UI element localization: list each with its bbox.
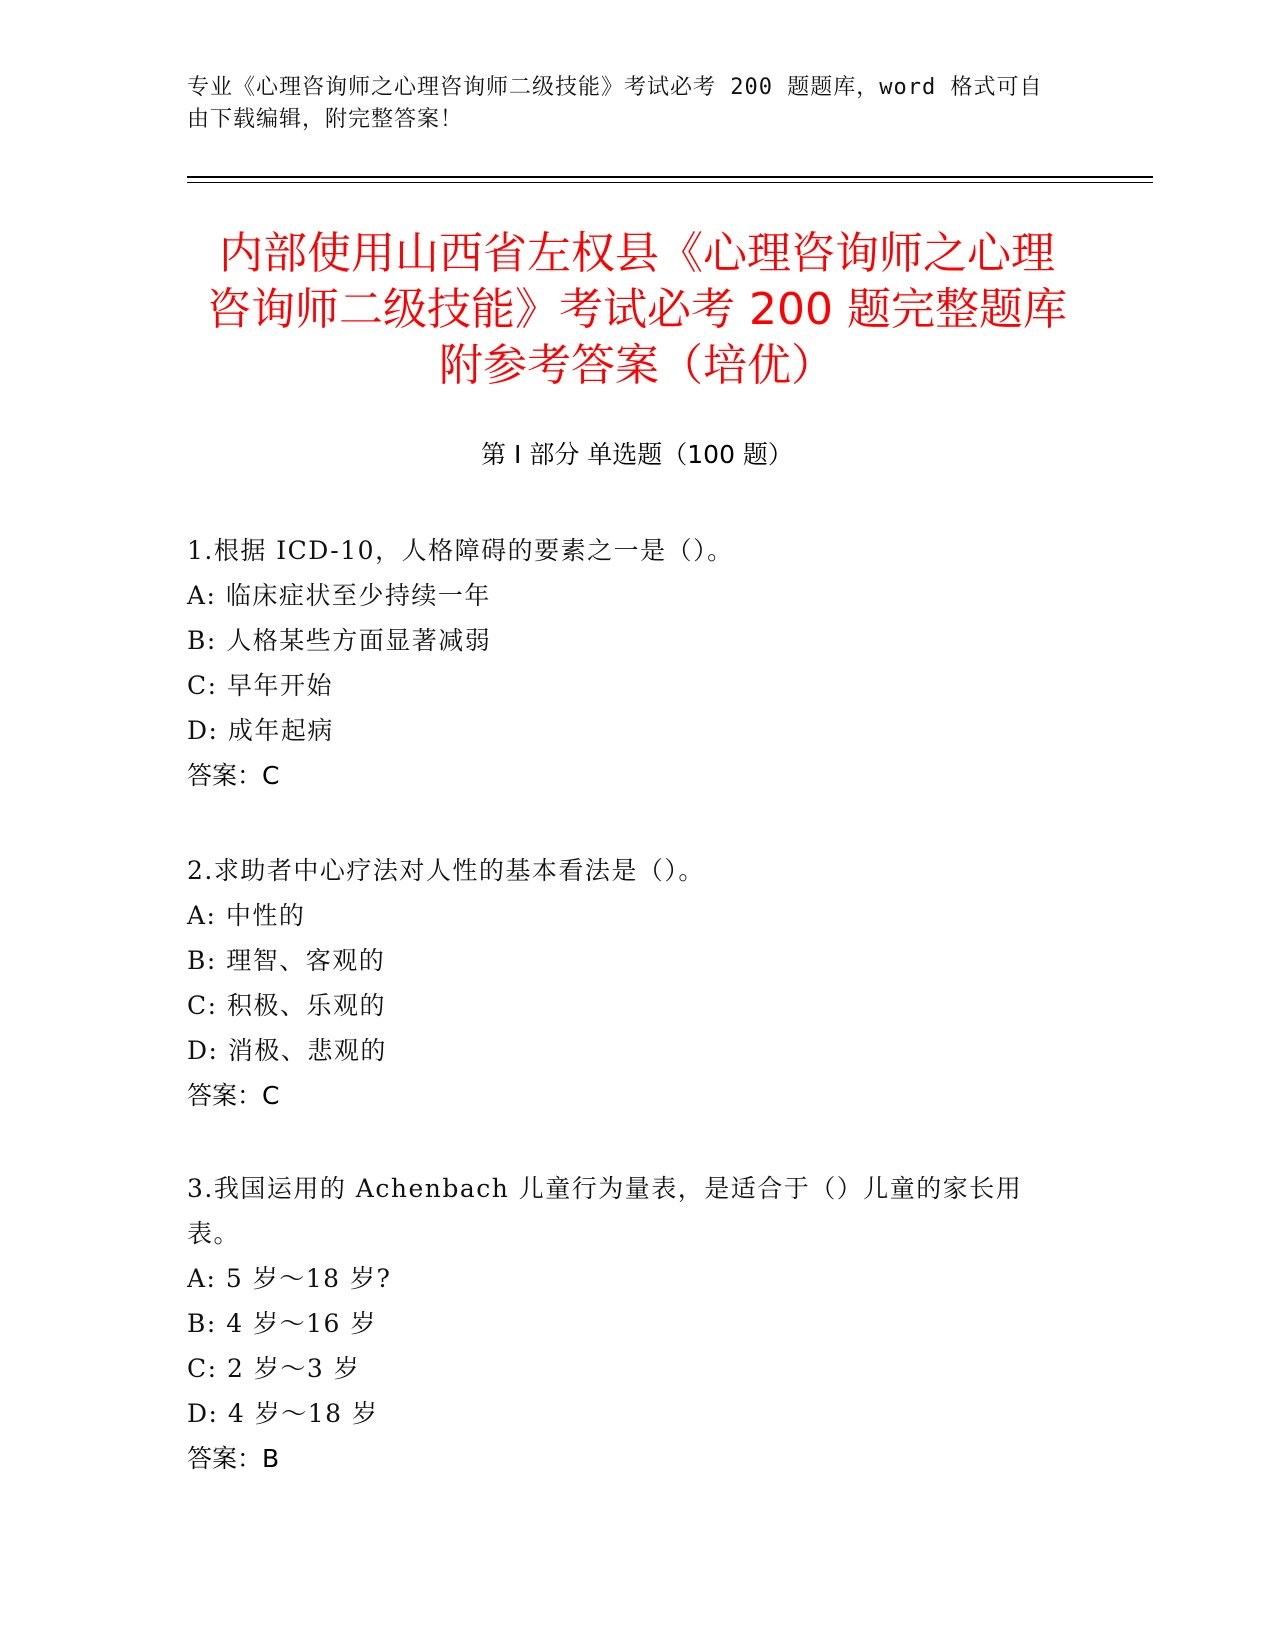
question-3-option-a: A: 5 岁～18 岁? (187, 1264, 392, 1293)
document-title-line-3: 附参考答案（培优） (439, 340, 835, 391)
question-2-option-c: C: 积极、乐观的 (187, 991, 386, 1020)
question-1-stem: 1.根据 ICD-10，人格障碍的要素之一是（）。 (187, 536, 734, 565)
header-divider-thick (187, 176, 1153, 178)
question-2-option-a: A: 中性的 (187, 901, 306, 930)
question-3-stem-line-2: 表。 (187, 1219, 241, 1248)
question-3 (187, 1166, 1087, 1481)
question-3-answer: 答案：B (187, 1444, 280, 1473)
question-3-option-c: C: 2 岁～3 岁 (187, 1354, 361, 1383)
header-divider-thin (187, 182, 1153, 183)
question-1-answer: 答案：C (187, 761, 280, 790)
question-3-stem-line-1: 3.我国运用的 Achenbach 儿童行为量表，是适合于（）儿童的家长用 (187, 1174, 1023, 1203)
header-note (187, 72, 1067, 136)
header-note-line-1: 专业《心理咨询师之心理咨询师二级技能》考试必考 200 题题库，word 格式可自 (187, 75, 1043, 100)
question-2-answer: 答案：C (187, 1081, 280, 1110)
question-1 (187, 528, 1087, 798)
header-note-line-2: 由下载编辑，附完整答案！ (187, 107, 464, 132)
question-1-option-a: A: 临床症状至少持续一年 (187, 581, 491, 610)
document-title-line-2: 咨询师二级技能》考试必考 200 题完整题库 (207, 284, 1067, 335)
question-3-option-b: B: 4 岁～16 岁 (187, 1309, 377, 1338)
question-2-option-d: D: 消极、悲观的 (187, 1036, 387, 1065)
question-1-option-d: D: 成年起病 (187, 716, 334, 745)
question-3-option-d: D: 4 岁～18 岁 (187, 1399, 379, 1428)
question-1-option-c: C: 早年开始 (187, 671, 333, 700)
document-title (187, 226, 1087, 394)
document-title-line-1: 内部使用山西省左权县《心理咨询师之心理 (219, 228, 1055, 279)
question-2-option-b: B: 理智、客观的 (187, 946, 386, 975)
question-2-stem: 2.求助者中心疗法对人性的基本看法是（）。 (187, 856, 705, 885)
question-1-option-b: B: 人格某些方面显著减弱 (187, 626, 492, 655)
question-2 (187, 848, 1087, 1118)
section-title: 第 I 部分 单选题（100 题） (481, 440, 793, 469)
